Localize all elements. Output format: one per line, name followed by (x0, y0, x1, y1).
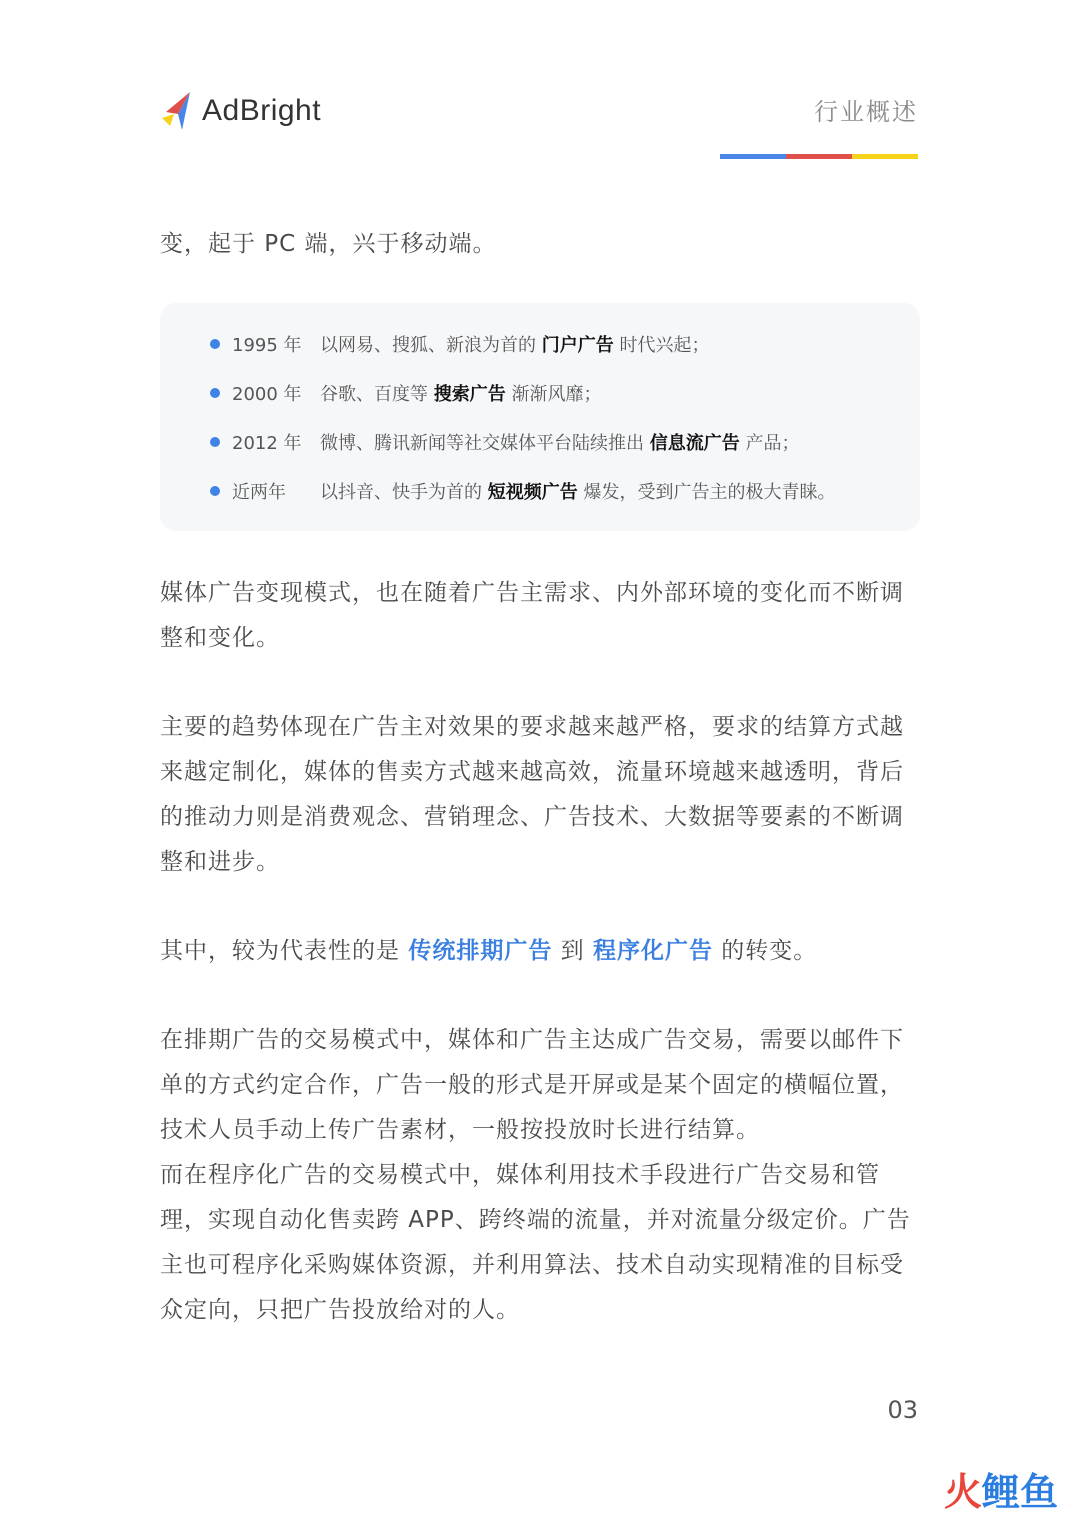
watermark-char-rest: 鲤鱼 (981, 1469, 1058, 1514)
paragraph-trends: 主要的趋势体现在广告主对效果的要求越来越严格，要求的结算方式越来越定制化，媒体的售卖方式越来越高效，流量环境越来越透明，背后的推动力则是消费观念、营销理念、广告技术、大数据等要素的不断调整和进步。 (160, 714, 904, 875)
paragraph-programmatic: 而在程序化广告的交易模式中，媒体利用技术手段进行广告交易和管理，实现自动化售卖跨 APP、跨终端的流量，并对流量分级定价。广告主也可程序化采购媒体资源，并利用算法、技术自动实现精准的目标受众定向，只把广告投放给对的人。 (160, 1162, 911, 1323)
transition-before: 其中，较为代表性的是 (160, 938, 409, 964)
timeline-text (320, 429, 799, 455)
timeline-text (320, 380, 601, 406)
transition-after: 的转变。 (712, 938, 818, 964)
timeline-text (320, 331, 709, 357)
spacer (160, 661, 920, 705)
bar-blue (720, 154, 786, 159)
timeline-text-before: 微博、腾讯新闻等社交媒体平台陆续推出 (320, 432, 650, 454)
timeline-keyword: 门户广告 (541, 334, 614, 356)
timeline-text-after: 渐渐风靡； (505, 383, 602, 405)
timeline-year: 1995 年 (232, 334, 302, 356)
timeline-row (210, 319, 920, 368)
spacer (160, 885, 920, 929)
paragraph-scheduled: 在排期广告的交易模式中，媒体和广告主达成广告交易，需要以邮件下单的方式约定合作，广告一般的形式是开屏或是某个固定的横幅位置，技术人员手动上传广告素材，一般按投放时长进行结算。 (160, 1027, 904, 1143)
bullet-dot-icon (210, 388, 220, 398)
timeline-text-after: 时代兴起； (613, 334, 710, 356)
page-number: 03 (887, 1396, 918, 1424)
timeline-text-after: 产品； (739, 432, 800, 454)
paragraph-transition (160, 929, 920, 974)
timeline-keyword: 信息流广告 (649, 432, 740, 454)
bullet-dot-icon (210, 437, 220, 447)
timeline-text-before: 以网易、搜狐、新浪为首的 (320, 334, 542, 356)
bullet-dot-icon (210, 339, 220, 349)
highlight-traditional: 传统排期广告 (408, 938, 553, 964)
spacer (160, 974, 920, 1018)
article-body (160, 222, 920, 1333)
timeline-row (210, 466, 920, 515)
highlight-programmatic: 程序化广告 (592, 938, 713, 964)
timeline-text (320, 478, 835, 504)
bullet-dot-icon (210, 486, 220, 496)
page-header (160, 86, 918, 166)
timeline-year: 近两年 (232, 481, 286, 503)
adbright-logo (160, 86, 321, 136)
timeline-keyword: 搜索广告 (433, 383, 506, 405)
timeline-year: 2000 年 (232, 383, 302, 405)
timeline-text-after: 爆发，受到广告主的极大青睐。 (577, 481, 836, 503)
paper-plane-icon (160, 90, 196, 132)
bar-yellow (852, 154, 918, 159)
timeline-text-before: 以抖音、快手为首的 (320, 481, 488, 503)
intro-paragraph: 变，起于 PC 端，兴于移动端。 (160, 231, 497, 257)
timeline-box (160, 303, 920, 531)
logo-text: AdBright (202, 94, 322, 127)
section-title: 行业概述 (814, 98, 918, 126)
bar-red (786, 154, 852, 159)
paragraph-monetization: 媒体广告变现模式，也在随着广告主需求、内外部环境的变化而不断调整和变化。 (160, 580, 904, 651)
watermark-char-1: 火 (943, 1469, 982, 1514)
timeline-text-before: 谷歌、百度等 (320, 383, 434, 405)
timeline-keyword: 短视频广告 (487, 481, 578, 503)
timeline-row (210, 417, 920, 466)
timeline-row (210, 368, 920, 417)
transition-mid: 到 (552, 938, 593, 964)
watermark-logo (943, 1466, 1058, 1514)
timeline-year: 2012 年 (232, 432, 302, 454)
tricolor-bar (720, 154, 918, 159)
